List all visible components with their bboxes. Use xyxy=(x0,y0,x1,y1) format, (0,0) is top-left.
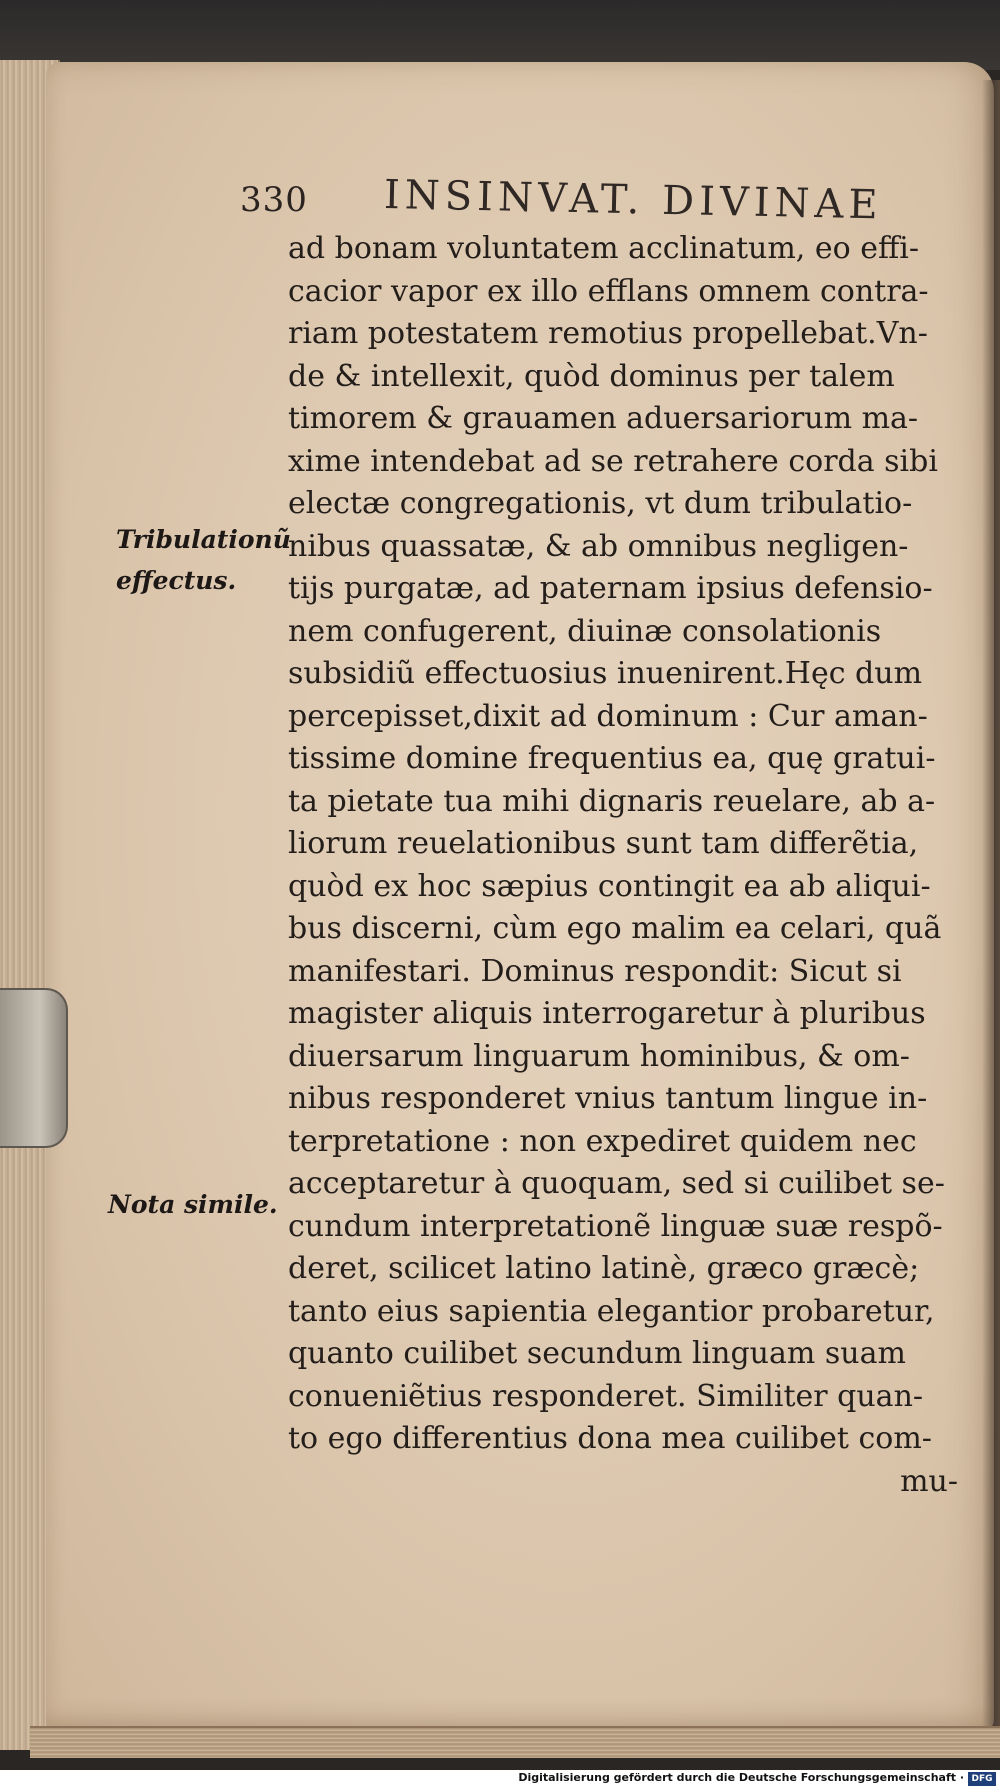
funding-credit: Digitalisierung gefördert durch die Deutsche Forschungsgemeinschaft · xyxy=(518,1771,964,1784)
book-clasp xyxy=(0,988,68,1148)
text-line: percepisset,dixit ad dominum : Cur aman- xyxy=(288,698,928,734)
text-line: nibus quassatæ, & ab omnibus negligen- xyxy=(288,528,909,564)
text-line: electæ congregationis, vt dum tribulatio- xyxy=(288,486,913,521)
text-line: xime intendebat ad se retrahere corda sibi xyxy=(288,443,938,479)
text-line: quanto cuilibet secundum linguam suam xyxy=(288,1336,906,1371)
text-line: ad bonam voluntatem acclinatum, eo effi- xyxy=(288,231,919,266)
marginal-note-tribulation-line-1: Tribulationũ xyxy=(116,525,291,554)
footer-bar xyxy=(0,1770,1000,1789)
marginal-note-tribulation-line-2: effectus. xyxy=(116,566,237,595)
page-curl-shadow xyxy=(982,80,1000,1740)
text-line: de & intellexit, quòd dominus per talem xyxy=(288,358,895,394)
text-line: subsidiũ effectuosius inuenirent.Hęc dum xyxy=(288,656,923,691)
text-line: acceptaretur à quoquam, sed si cuilibet se- xyxy=(288,1166,945,1201)
marginal-note-simile: Nota simile. xyxy=(108,1190,278,1219)
text-line: conueniẽtius responderet. Similiter quan- xyxy=(288,1378,924,1414)
background-top xyxy=(0,0,1000,70)
text-line: quòd ex hoc sæpius contingit ea ab aliqui- xyxy=(288,868,931,904)
text-line: tanto eius sapientia elegantior probaretur, xyxy=(288,1293,935,1329)
text-line: bus discerni, cùm ego malim ea celari, quã xyxy=(288,911,942,946)
catchword: mu- xyxy=(900,1463,958,1499)
text-line: timorem & grauamen aduersariorum ma- xyxy=(288,401,919,436)
text-line: nem confugerent, diuinæ consolationis xyxy=(288,613,882,649)
text-line: cacior vapor ex illo efflans omnem contra- xyxy=(288,273,929,309)
text-line: magister aliquis interrogaretur à pluribus xyxy=(288,996,926,1031)
text-line: manifestari. Dominus respondit: Sicut si xyxy=(288,953,902,989)
text-line: diuersarum linguarum hominibus, & om- xyxy=(288,1038,910,1074)
page-edges-bottom xyxy=(30,1726,1000,1758)
text-line: ta pietate tua mihi dignaris reuelare, ab a- xyxy=(288,783,936,819)
text-line: terpretatione : non expediret quidem nec xyxy=(288,1123,917,1159)
text-line: cundum interpretationẽ linguæ suæ respõ- xyxy=(288,1208,943,1244)
text-line: riam potestatem remotius propellebat.Vn- xyxy=(288,316,928,351)
text-line: deret, scilicet latino latinè, græco græcè; xyxy=(288,1251,920,1286)
running-head: INSINVAT. DIVINAE xyxy=(383,172,884,229)
body-text xyxy=(288,228,968,1503)
text-line: nibus responderet vnius tantum lingue in- xyxy=(288,1081,928,1116)
dfg-logo-icon: DFG xyxy=(968,1772,996,1786)
text-line: liorum reuelationibus sunt tam differẽtia, xyxy=(288,826,919,861)
text-line: tissime domine frequentius ea, quę gratui- xyxy=(288,741,936,776)
page-number: 330 xyxy=(240,180,308,220)
text-line: to ego differentius dona mea cuilibet com- xyxy=(288,1421,932,1456)
text-line: tijs purgatæ, ad paternam ipsius defensio- xyxy=(288,571,933,606)
